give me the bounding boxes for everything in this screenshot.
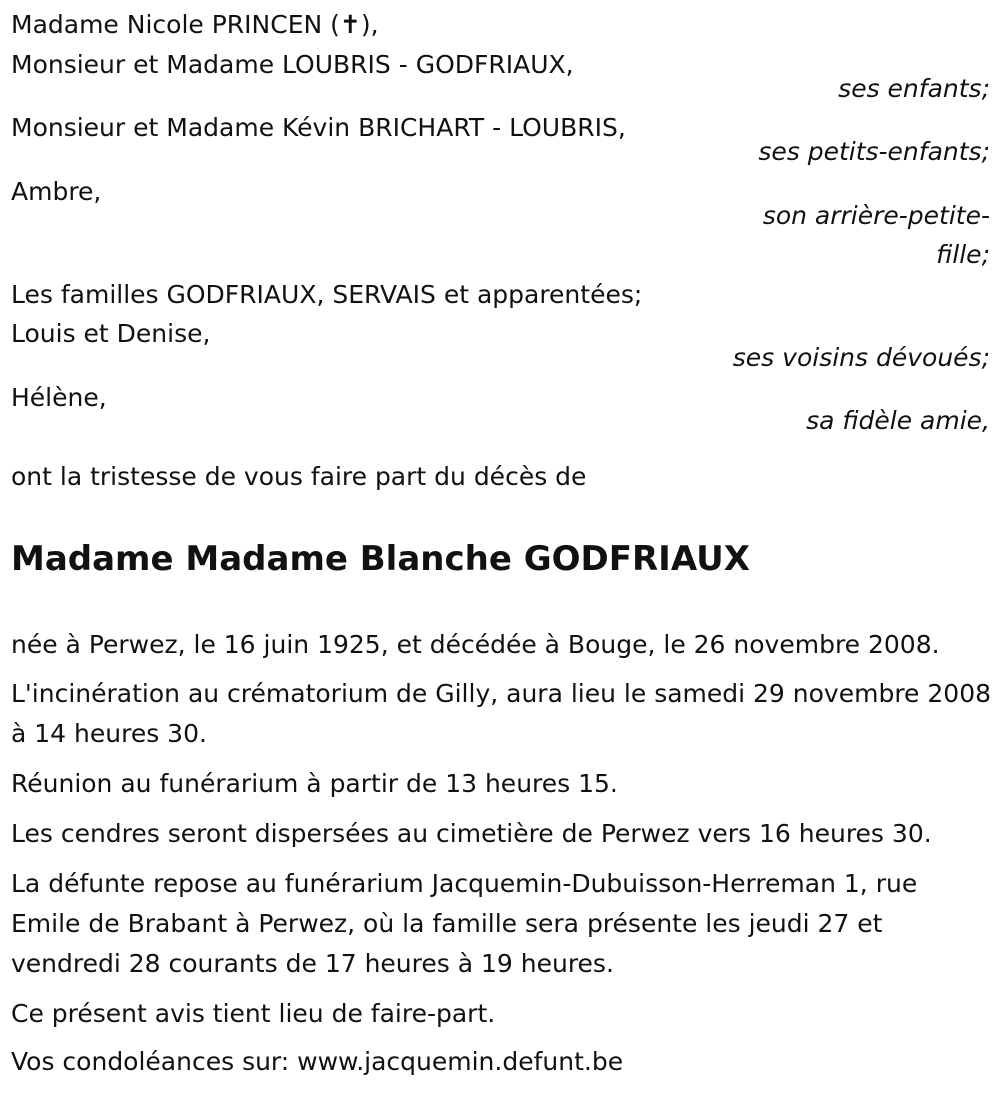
relation-label: ses enfants; (838, 74, 990, 103)
mourner-line: Monsieur et Madame LOUBRIS - GODFRIAUX, (11, 50, 574, 79)
mourner-line: Ambre, (11, 177, 102, 206)
mourner-line: Louis et Denise, (11, 319, 211, 348)
relation-label: ses voisins dévoués; (732, 343, 990, 372)
mourner-line: Monsieur et Madame Kévin BRICHART - LOUBRIS, (11, 113, 626, 142)
relation-label: sa fidèle amie, (806, 406, 990, 435)
relation-label: fille; (936, 240, 990, 269)
ashes-paragraph: Les cendres seront dispersées au cimetière de Perwez vers 16 heures 30. (11, 819, 932, 848)
mourner-line: Hélène, (11, 383, 107, 412)
relation-label: son arrière-petite- (762, 201, 990, 230)
condolences-paragraph: Vos condoléances sur: www.jacquemin.defunt.be (11, 1047, 624, 1076)
mourner-line: Les familles GODFRIAUX, SERVAIS et apparentées; (11, 280, 643, 309)
visitation-paragraph: La défunte repose au funérarium Jacquemin-Dubuisson-Herreman 1, rue Emile de Brabant à Perwez, où la famille sera présente les jeudi 27 et vendredi 28 courants de 17 heures à 19 heures. (11, 869, 918, 978)
deceased-name: Madame Madame Blanche GODFRIAUX (11, 539, 750, 579)
relation-label: ses petits-enfants; (758, 137, 990, 166)
gathering-paragraph: Réunion au funérarium à partir de 13 heures 15. (11, 769, 618, 798)
mourner-line: Madame Nicole PRINCEN (✝), (11, 10, 379, 39)
intro-text: ont la tristesse de vous faire part du décès de (11, 462, 587, 491)
notice-paragraph: Ce présent avis tient lieu de faire-part. (11, 999, 496, 1028)
birth-death-paragraph: née à Perwez, le 16 juin 1925, et décédée à Bouge, le 26 novembre 2008. (11, 630, 940, 659)
cremation-paragraph: L'incinération au crématorium de Gilly, aura lieu le samedi 29 novembre 2008 à 14 heures 30. (11, 679, 992, 748)
